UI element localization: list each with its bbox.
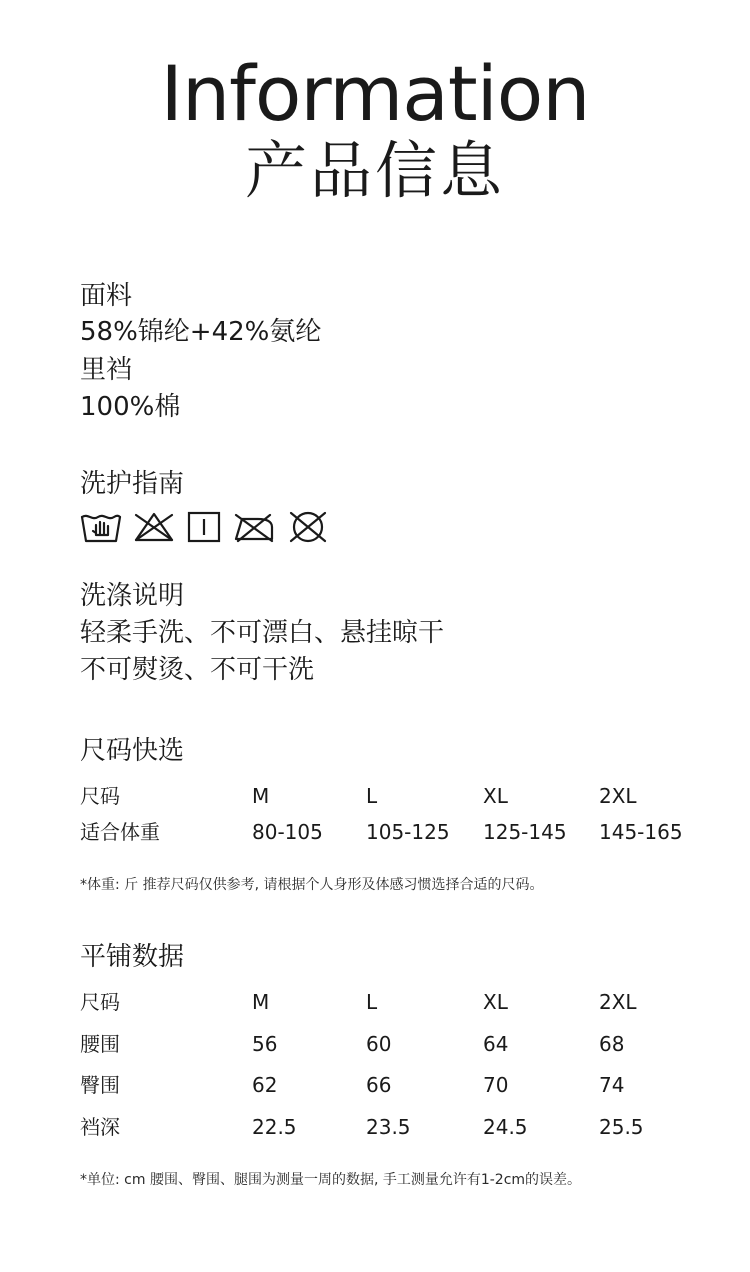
no-bleach-icon — [132, 511, 176, 543]
table-header-cell: L — [366, 784, 378, 808]
table-cell: 145-165 — [599, 820, 683, 844]
table-header-cell: 2XL — [599, 990, 637, 1014]
table-cell: 臀围 — [80, 1073, 120, 1097]
table-cell: 105-125 — [366, 820, 450, 844]
care-icons — [80, 506, 330, 548]
no-iron-icon — [232, 511, 276, 543]
table-header-cell: 2XL — [599, 784, 637, 808]
table-cell: 25.5 — [599, 1115, 644, 1139]
hand-wash-icon — [80, 511, 122, 543]
table-header-cell: M — [252, 990, 270, 1014]
title-chinese: 产品信息 — [244, 134, 505, 207]
table-cell: 56 — [252, 1032, 278, 1056]
table-cell: 适合体重 — [80, 820, 160, 844]
table-cell: 24.5 — [483, 1115, 528, 1139]
table-cell: 66 — [366, 1073, 392, 1097]
table-cell: 70 — [483, 1073, 509, 1097]
care-guide-label: 洗护指南 — [80, 469, 185, 499]
table-cell: 60 — [366, 1032, 392, 1056]
size-quick-label: 尺码快选 — [80, 736, 185, 766]
flat-data-label: 平铺数据 — [80, 942, 185, 972]
table-cell: 裆深 — [80, 1115, 120, 1139]
flat-data-note: *单位: cm 腰围、臀围、腿围为测量一周的数据, 手工测量允许有1-2cm的误差。 — [80, 1172, 582, 1188]
table-header-cell: XL — [483, 990, 508, 1014]
table-cell: 腰围 — [80, 1032, 120, 1056]
table-cell: 64 — [483, 1032, 509, 1056]
table-cell: 125-145 — [483, 820, 567, 844]
lining-value: 100%棉 — [80, 392, 181, 422]
table-header-cell: XL — [483, 784, 508, 808]
table-header-cell: L — [366, 990, 378, 1014]
table-cell: 74 — [599, 1073, 625, 1097]
washing-line-1: 轻柔手洗、不可漂白、悬挂晾干 — [80, 618, 445, 648]
table-header-cell: 尺码 — [80, 990, 120, 1014]
washing-label: 洗涤说明 — [80, 581, 185, 611]
lining-label: 里裆 — [80, 355, 133, 385]
hang-dry-icon — [186, 511, 222, 543]
table-cell: 23.5 — [366, 1115, 411, 1139]
fabric-value: 58%锦纶+42%氨纶 — [80, 317, 322, 347]
no-dry-clean-icon — [286, 510, 330, 544]
table-cell: 68 — [599, 1032, 625, 1056]
table-cell: 22.5 — [252, 1115, 297, 1139]
size-quick-note: *体重: 斤 推荐尺码仅供参考, 请根据个人身形及体感习惯选择合适的尺码。 — [80, 877, 544, 893]
table-cell: 62 — [252, 1073, 278, 1097]
table-header-cell: 尺码 — [80, 784, 120, 808]
table-header-cell: M — [252, 784, 270, 808]
washing-line-2: 不可熨烫、不可干洗 — [80, 655, 315, 685]
table-cell: 80-105 — [252, 820, 323, 844]
fabric-label: 面料 — [80, 281, 133, 311]
title-english: Information — [160, 49, 590, 138]
